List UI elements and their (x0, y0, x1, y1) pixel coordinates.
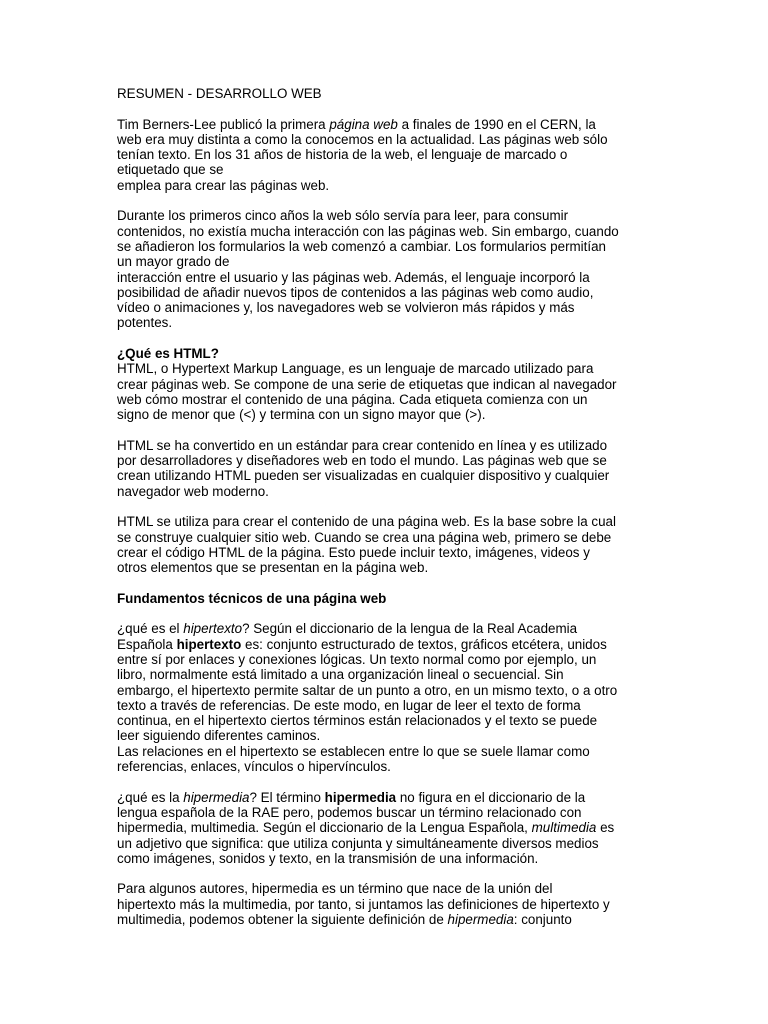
text-line: se añadieron los formularios la web comenzó a cambiar. Los formularios permitían (117, 238, 606, 254)
text-line: web era muy distinta a como la conocemos en la actualidad. Las páginas web sólo (117, 131, 608, 147)
text-line: HTML, o Hypertext Markup Language, es un lenguaje de marcado utilizado para (117, 361, 594, 377)
text-line: continua, en el hipertexto ciertos términos están relacionados y el texto se puede (117, 713, 598, 729)
text-run: no figura en el diccionario de la (396, 789, 586, 805)
text-line: hipertexto más la multimedia, por tanto, si juntamos las definiciones de hipertexto y (117, 896, 610, 912)
bold-term: hipertexto (176, 636, 242, 652)
text-run: ? El término (249, 789, 325, 805)
document-title: RESUMEN - DESARROLLO WEB (117, 86, 322, 101)
italic-term: hipermedia (183, 789, 250, 805)
paragraph-intro (117, 117, 649, 193)
bold-term: hipermedia (324, 789, 397, 805)
text-line: potentes. (117, 315, 173, 331)
paragraph-html-usage (117, 514, 649, 575)
text-line: como imágenes, sonidos y texto, en la transmisión de una información. (117, 850, 539, 866)
text-line: entre sí por enlaces y conexiones lógicas. Un texto normal como por ejemplo, un (117, 651, 597, 667)
text-line: vídeo o animaciones y, los navegadores web se volvieron más rápidos y más (117, 300, 575, 316)
text-line: HTML se ha convertido en un estándar para crear contenido en línea y es utilizado (117, 437, 608, 453)
text-line: lengua española de la RAE pero, podemos buscar un término relacionado con (117, 804, 582, 820)
text-line: tenían texto. En los 31 años de historia de la web, el lenguaje de marcado o (117, 147, 568, 163)
text-line: crear páginas web. Se compone de una serie de etiquetas que indican al navegador (117, 376, 617, 392)
text-line: referencias, enlaces, vínculos o hipervínculos. (117, 759, 391, 775)
text-line (117, 637, 649, 652)
text-line: un adjetivo que significa: que utiliza conjunta y simultáneamente diversos medios (117, 835, 599, 851)
paragraph-forms (117, 208, 649, 330)
text-line: crean utilizando HTML pueden ser visualizadas en cualquier dispositivo y cualquier (117, 468, 610, 484)
text-line: un mayor grado de (117, 254, 230, 270)
text-line: navegador web moderno. (117, 483, 269, 499)
text-line (117, 117, 649, 132)
paragraph-hypertext (117, 621, 649, 774)
italic-term: multimedia (531, 820, 597, 836)
text-line (117, 621, 649, 636)
text-line: Las relaciones en el hipertexto se establecen entre lo que se suele llamar como (117, 743, 590, 759)
text-line: posibilidad de añadir nuevos tipos de contenidos a las páginas web como audio, (117, 284, 594, 300)
text-line: emplea para crear las páginas web. (117, 177, 330, 193)
text-line (117, 820, 649, 835)
italic-term: hipertexto (183, 621, 243, 637)
text-line: se construye cualquier sitio web. Cuando se crea una página web, primero se debe (117, 529, 612, 545)
section-html (117, 346, 649, 422)
text-run: ? Según el diccionario de la lengua de la Real Academia (242, 621, 578, 637)
text-line: leer siguiendo diferentes caminos. (117, 728, 321, 744)
paragraph-hypermedia (117, 790, 649, 866)
text-line: embargo, el hipertexto permite saltar de un punto a otro, en un mismo texto, o a otro (117, 682, 618, 698)
section-heading-html: ¿Qué es HTML? (117, 346, 219, 362)
document-page (117, 86, 649, 943)
text-run: es (596, 820, 615, 836)
text-line: texto a través de referencias. De este modo, en lugar de leer el texto de forma (117, 697, 581, 713)
text-line: libro, normalmente está limitado a una organización lineal o secuencial. Sin (117, 667, 564, 683)
text-line: interacción entre el usuario y las páginas web. Además, el lenguaje incorporó la (117, 269, 590, 285)
text-line: Durante los primeros cinco años la web sólo servía para leer, para consumir (117, 208, 569, 224)
text-line (117, 912, 649, 927)
text-line: signo de menor que (<) y termina con un signo mayor que (>). (117, 407, 486, 423)
text-run: ¿qué es el (117, 621, 184, 637)
text-run: : conjunto (513, 912, 572, 928)
text-line: por desarrolladores y diseñadores web en todo el mundo. Las páginas web que se (117, 453, 607, 469)
text-line: otros elementos que se presentan en la página web. (117, 560, 429, 576)
text-run: Tim Berners-Lee publicó la primera (117, 116, 330, 132)
text-line: HTML se utiliza para crear el contenido de una página web. Es la base sobre la cual (117, 514, 616, 530)
text-line: crear el código HTML de la página. Esto puede incluir texto, imágenes, videos y (117, 544, 590, 560)
paragraph-html-standard (117, 438, 649, 499)
paragraph-hypermedia-definition (117, 881, 649, 927)
italic-term: hipermedia (447, 912, 514, 928)
text-run: ¿qué es la (117, 789, 184, 805)
section-heading-fundamentals-wrap (117, 591, 649, 606)
text-run: multimedia, podemos obtener la siguiente definición de (117, 912, 448, 928)
text-line: Para algunos autores, hipermedia es un término que nace de la unión del (117, 881, 553, 897)
text-run: Española (117, 636, 177, 652)
text-run: a finales de 1990 en el CERN, la (397, 116, 596, 132)
text-line: etiquetado que se (117, 162, 224, 178)
text-run: hipermedia, multimedia. Según el diccionario de la Lengua Española, (117, 820, 532, 836)
text-line (117, 790, 649, 805)
italic-term: página web (329, 116, 398, 132)
text-run: es: conjunto estructurado de textos, gráficos etcétera, unidos (241, 636, 607, 652)
section-heading-fundamentals: Fundamentos técnicos de una página web (117, 590, 387, 606)
text-line: web cómo mostrar el contenido de una página. Cada etiqueta comienza con un (117, 391, 588, 407)
text-line: contenidos, no existía mucha interacción con las páginas web. Sin embargo, cuando (117, 223, 619, 239)
